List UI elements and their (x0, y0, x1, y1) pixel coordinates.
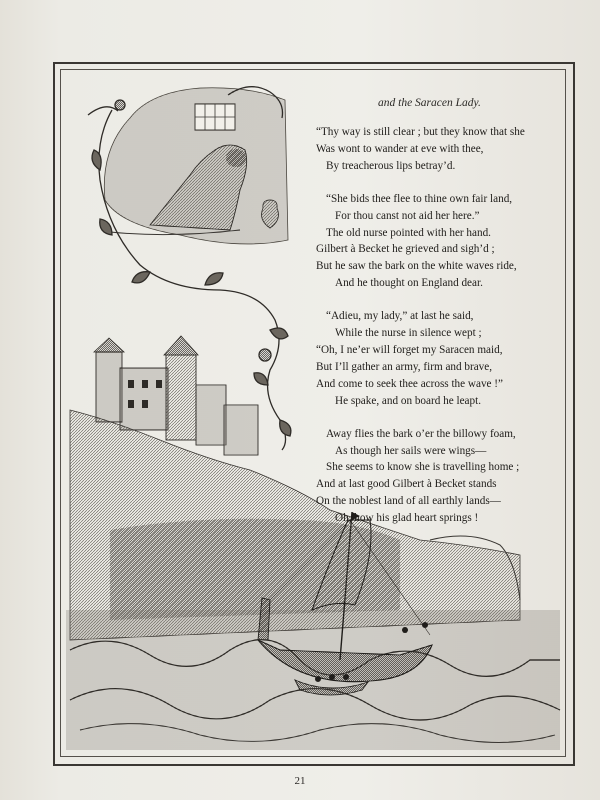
poem-line: She seems to know she is travelling home ; (326, 461, 520, 474)
poem-line: But he saw the bark on the white waves ride, (316, 260, 517, 273)
page-heading: and the Saracen Lady. (378, 97, 481, 109)
poem-line: “Adieu, my lady,” at last he said, (326, 310, 474, 323)
poem-line: Oh, how his glad heart springs ! (335, 512, 479, 525)
poem-line: “She bids thee flee to thine own fair land, (326, 192, 513, 205)
poem-line: “Oh, I ne’er will forget my Saracen maid, (316, 343, 503, 356)
poem-line: And come to seek thee across the wave !” (316, 377, 504, 390)
poem-line: Was wont to wander at eve with thee, (316, 142, 484, 155)
poem-line: “Thy way is still clear ; but they know that she (316, 126, 525, 138)
stormy-sea (66, 610, 560, 750)
poem-line: While the nurse in silence wept ; (335, 327, 482, 340)
poem-line: On the noblest land of all earthly lands— (316, 495, 501, 508)
poem-line: By treacherous lips betray’d. (326, 159, 456, 172)
poem-line: Away flies the bark o’er the billowy foam, (326, 427, 516, 440)
poem-line: The old nurse pointed with her hand. (326, 226, 491, 239)
poem-line: For thou canst not aid her here.” (335, 209, 480, 222)
poem-line: As though her sails were wings— (335, 444, 487, 457)
stanza-4 (300, 426, 560, 527)
stanza-2 (300, 191, 560, 292)
stanza-3 (300, 308, 560, 409)
poem-line: He spake, and on board he leapt. (335, 394, 482, 407)
stanza-1 (300, 124, 560, 175)
poem-line: And at last good Gilbert à Becket stands (316, 478, 497, 491)
poem-line: But I’ll gather an army, firm and brave, (316, 360, 493, 373)
poem-text (300, 124, 560, 543)
vignette-lady-weeping (104, 88, 288, 244)
poem-line: And he thought on England dear. (335, 277, 483, 290)
page-number: 21 (294, 775, 306, 787)
poem-line: Gilbert à Becket he grieved and sigh’d ; (316, 243, 495, 256)
